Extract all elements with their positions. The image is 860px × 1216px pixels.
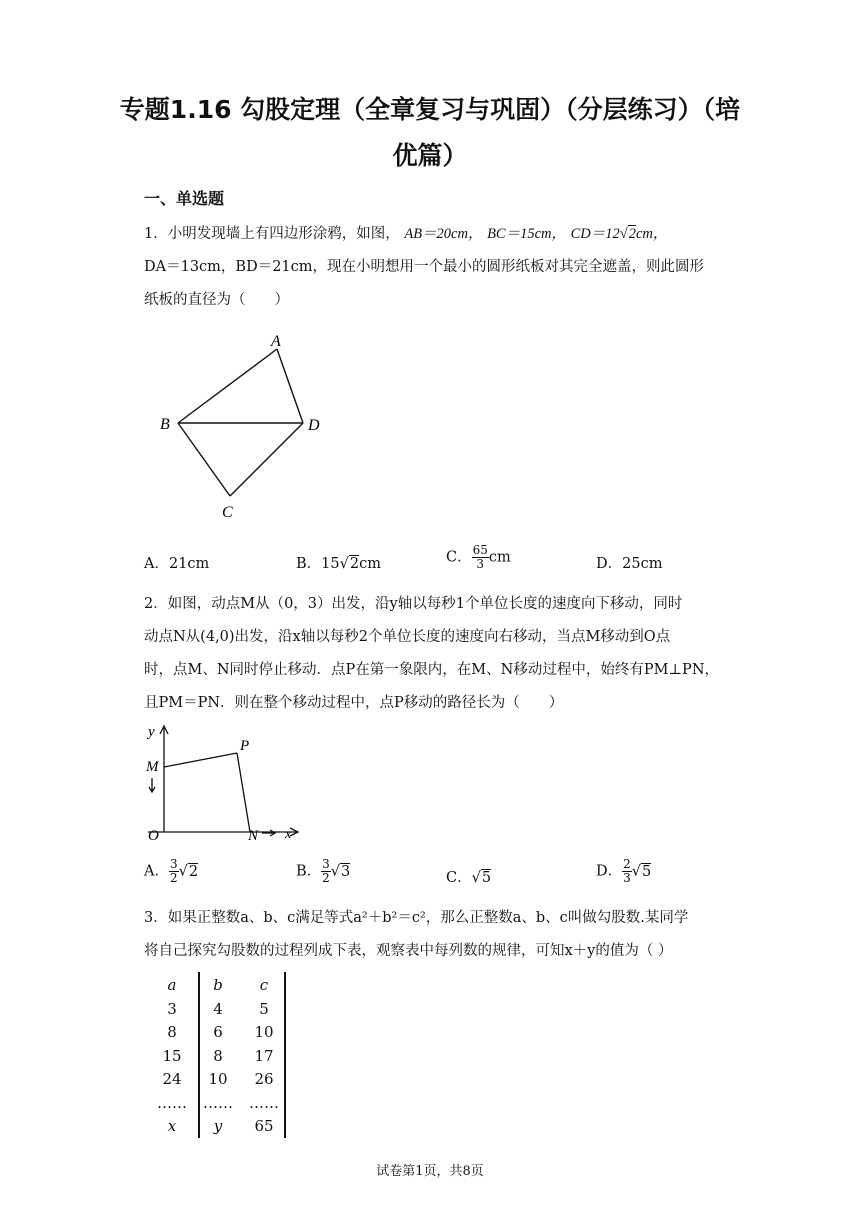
q2-option-a[interactable]: A． $\frac{3}{2}$ √2 [144,857,199,885]
table-cell: 10 [208,1070,228,1088]
table-divider-2 [284,972,286,1138]
q2-label-n: N [248,828,259,844]
q2-label-y: y [148,724,155,740]
q1-option-d[interactable]: D．25cm [596,556,663,572]
q1-line3: 纸板的直径为（ ） [144,292,289,308]
q1-label-d: D [308,417,320,434]
q2-option-d[interactable]: D． $\frac{2}{3}$ √5 [596,857,652,885]
q1-label-b: B [160,416,170,433]
table-divider-1 [198,972,200,1138]
section-heading: 一、单选题 [144,189,225,208]
table-cell: …… [203,1093,233,1112]
table-cell: 65 [254,1117,274,1135]
q1-option-c[interactable]: C． $\frac{65}{3}$ cm [446,543,511,571]
q2-label-m: M [146,759,159,775]
table-cell: 3 [167,999,177,1018]
q1-label-a: A [271,333,281,350]
q2-label-x: x [285,827,292,842]
q1-line2: DA＝13cm，BD＝21cm，现在小明想用一个最小的圆形纸板对其完全遮盖，则此圆形 [144,259,705,275]
table-cell: …… [157,1093,187,1112]
page-title-line1: 专题1.16 勾股定理（全章复习与巩固）（分层练习）（培 [119,95,741,124]
q2-label-o: O [148,828,159,844]
q2-line4: 且PM＝PN．则在整个移动过程中，点P移动的路径长为（ ） [144,695,564,711]
q2-option-c[interactable]: C．√5 [446,870,492,886]
page-title-line2: 优篇） [392,141,468,170]
table-cell: x [167,1117,177,1135]
table-cell: y [213,1117,223,1135]
q1-line1 [144,222,667,243]
table-header-cell: b [213,976,223,994]
q2-line2: 动点N从(4,0)出发，沿x轴以每秒2个单位长度的速度向右移动，当点M移动到O点 [144,629,671,645]
q3-line2: 将自己探究勾股数的过程列成下表，观察表中每列数的规律，可知x＋y的值为（ ） [144,943,673,959]
q1-bc: BC＝15cm， [487,226,567,242]
page-footer: 试卷第1页，共8页 [376,1164,484,1179]
table-cell: 10 [254,1023,274,1041]
table-cell: 8 [213,1046,223,1065]
table-cell: 4 [213,999,223,1018]
table-cell: 6 [213,1023,223,1041]
q3-line1: 3．如果正整数a、b、c满足等式a²＋b²＝c²，那么正整数a、b、c叫做勾股数.某同学 [144,910,689,926]
table-cell: 17 [254,1046,274,1065]
q2-label-p: P [240,738,250,754]
table-header-cell: c [259,976,269,994]
table-cell: …… [249,1093,279,1112]
table-cell: 15 [162,1046,182,1065]
table-header-cell: a [167,976,177,994]
q2-coordinate-figure [140,720,310,846]
table-cell: 8 [167,1023,177,1041]
q2-line3: 时，点M、N同时停止移动．点P在第一象限内，在M、N移动过程中，始终有PM⊥PN， [144,662,720,678]
table-cell: 5 [259,999,269,1018]
q2-option-b[interactable]: B． $\frac{3}{2}$ √3 [296,857,351,885]
q3-table [154,972,290,1138]
table-cell: 24 [162,1070,182,1088]
q1-option-b[interactable]: B．15√2cm [296,556,381,572]
q1-line1-prefix: 1．小明发现墙上有四边形涂鸦，如图， [144,226,400,242]
q1-ab: AB＝20cm， [404,226,483,242]
q2-line1: 2．如图，动点M从（0，3）出发，沿y轴以每秒1个单位长度的速度向下移动，同时 [144,596,683,612]
q1-label-c: C [222,504,233,521]
table-cell: 26 [254,1070,274,1088]
q1-quadrilateral-figure [150,330,340,526]
q1-option-a[interactable]: A．21cm [144,556,210,572]
q1-cd: CD＝12√2cm， [570,226,668,242]
